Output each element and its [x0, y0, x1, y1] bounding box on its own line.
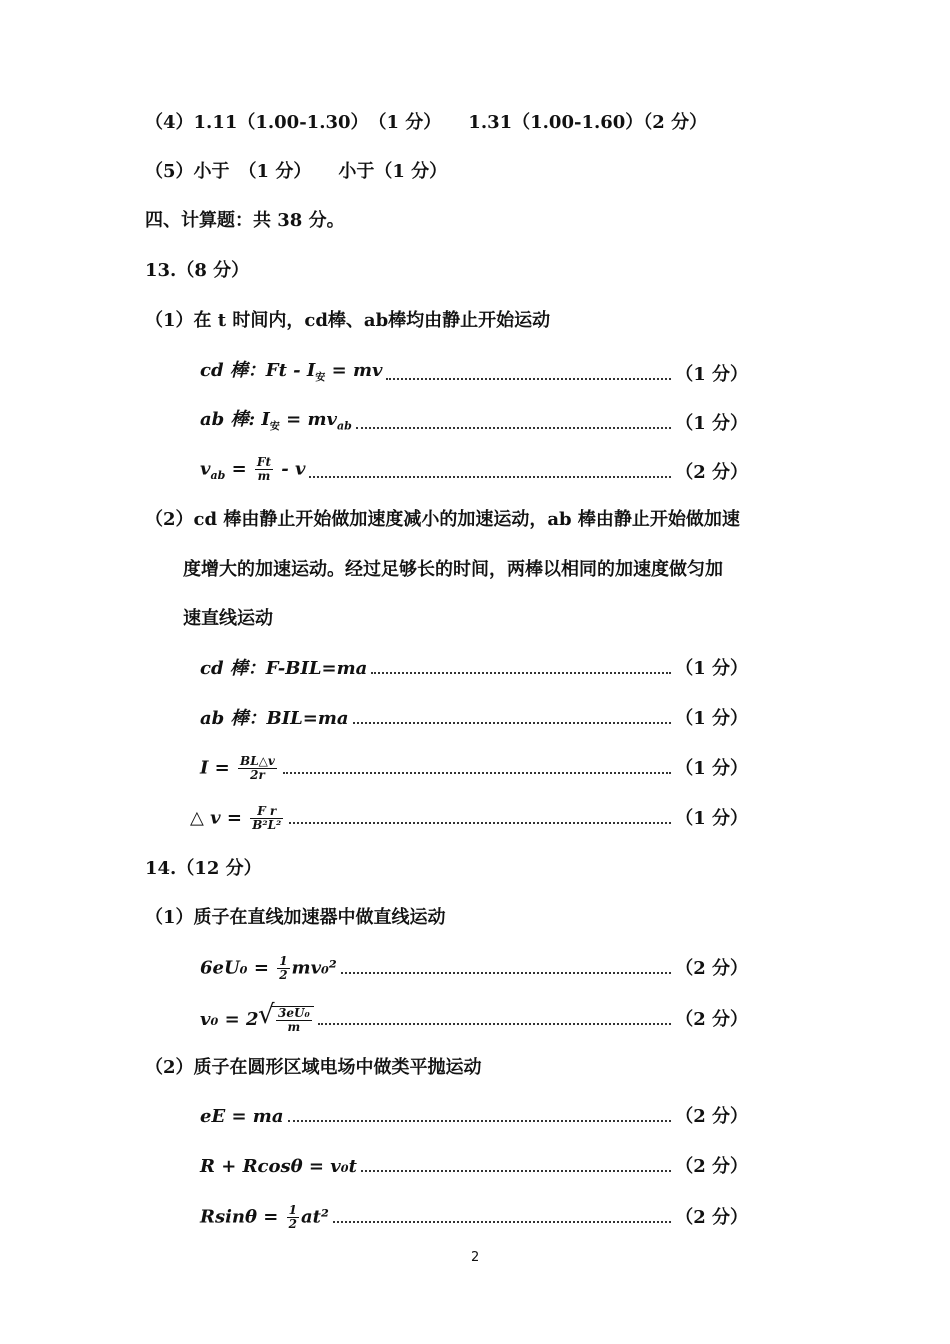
- equation-ab-force: ab 棒：BIL=ma （1 分）: [200, 708, 748, 729]
- leader-dots: [333, 1221, 671, 1223]
- answer-4: （4）1.11（1.00-1.30） （1 分） 1.31（1.00-1.60）（2 分）: [145, 112, 708, 133]
- q14-part1: （1）质子在直线加速器中做直线运动: [145, 907, 446, 928]
- leader-dots: [386, 378, 671, 380]
- page-number: 2: [471, 1250, 480, 1265]
- leader-dots: [288, 1120, 672, 1122]
- fraction: $\frac{\text{F r}}{\text{B²L²}}$: [252, 804, 282, 832]
- equation-vab: $v_{ab}$ = $\frac{Ft}{m}$ - v （2 分）: [200, 455, 748, 483]
- equation-energy: 6eU₀ = $\frac{1}{2}$ mv₀² （2 分）: [200, 954, 748, 982]
- leader-dots: [361, 1170, 671, 1172]
- square-root: [271, 1006, 314, 1034]
- leader-dots: [318, 1023, 671, 1025]
- leader-dots: [309, 476, 671, 478]
- q13-part1: （1）在 t 时间内，cd棒、ab棒均由静止开始运动: [145, 310, 551, 331]
- leader-dots: [371, 672, 671, 674]
- fraction: $\frac{1}{2}$: [279, 954, 288, 982]
- q13-part2-line3: 速直线运动: [183, 608, 273, 629]
- fraction: $\frac{1}{2}$: [288, 1203, 297, 1231]
- equation-cd-force: cd 棒：F-BIL=ma （1 分）: [200, 658, 748, 679]
- equation-horizontal: R + Rcosθ = v₀t （2 分）: [200, 1156, 748, 1177]
- question-14-title: 14.（12 分）: [145, 858, 262, 879]
- fraction: $\frac{BL\triangle v}{2r}$: [240, 754, 275, 782]
- equation-cd-impulse: cd 棒：Ft - $I_安$ = mv （1 分）: [200, 360, 748, 385]
- fraction: √ $\frac{\text{3eU₀}}{m}$: [278, 1006, 310, 1034]
- fraction: $\frac{Ft}{m}$: [256, 455, 271, 483]
- equation-delta-v: △ v = $\frac{\text{F r}}{\text{B²L²}}$ （1 分）: [190, 804, 748, 832]
- answer-5: （5）小于 （1 分） 小于（1 分）: [145, 161, 448, 182]
- q14-part2: （2）质子在圆形区域电场中做类平抛运动: [145, 1057, 482, 1078]
- leader-dots: [283, 772, 671, 774]
- q13-part2-line2: 度增大的加速运动。经过足够长的时间，两棒以相同的加速度做匀加: [183, 559, 723, 580]
- equation-vertical: Rsinθ = $\frac{1}{2}$ at² （2 分）: [200, 1203, 748, 1231]
- equation-electric-force: eE = ma （2 分）: [200, 1106, 748, 1127]
- leader-dots: [289, 822, 671, 824]
- leader-dots: [356, 427, 671, 429]
- leader-dots: [341, 972, 671, 974]
- section-heading: 四、计算题：共 38 分。: [145, 210, 345, 231]
- q13-part2-line1: （2）cd 棒由静止开始做加速度减小的加速运动，ab 棒由静止开始做加速: [145, 509, 740, 530]
- question-13-title: 13.（8 分）: [145, 260, 250, 281]
- equation-current: I = $\frac{BL\triangle v}{2r}$ （1 分）: [200, 754, 748, 782]
- leader-dots: [353, 722, 672, 724]
- equation-ab-impulse: ab 棒: $I_安 = mv_{ab}$ （1 分）: [200, 409, 748, 434]
- equation-v0: v₀ = 2 √ $\frac{\text{3eU₀}}{m}$ （2 分）: [200, 1006, 748, 1034]
